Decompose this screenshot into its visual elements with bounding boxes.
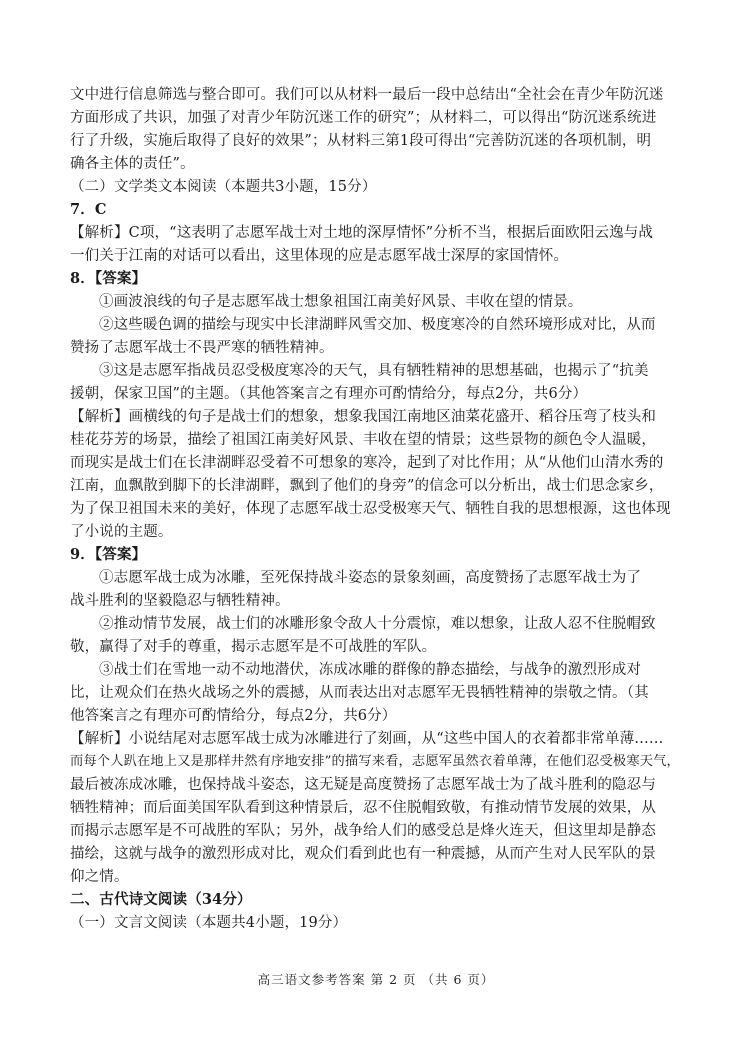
- answer-point: ①画波浪线的句子是志愿军战士想象祖国江南美好风景、丰收在望的情景。: [99, 294, 583, 310]
- analysis-line: 桂花芬芳的场景，描绘了祖国江南美好风景、丰收在望的情景；这些景物的颜色令人温暖，: [70, 432, 656, 448]
- text-line: 战斗胜利的坚毅隐忍与牺牲精神。: [70, 593, 290, 609]
- text-line: 比，让观众们在热火战场之外的震撼，从而表达出对志愿军无畏牺牲精神的崇敬之情。（其: [70, 685, 649, 701]
- analysis-line: 为了保卫祖国未来的美好，体现了志愿军战士忍受极寒天气、牺牲自我的思想根源，这也体现: [70, 501, 671, 517]
- section-heading: （一）文言文阅读（本题共4小题，19分）: [70, 915, 348, 931]
- text-line: 方面形成了共识，加强了对青少年防沉迷工作的研究”；从材料二，可以得出“防沉迷系统进: [70, 110, 657, 126]
- analysis-line: 仰之情。: [70, 869, 129, 885]
- analysis-line: 了小说的主题。: [70, 524, 173, 540]
- answer-point: ②推动情节发展，战士们的冰雕形象令敌人十分震惊，难以想象，让敌人忍不住脱帽致: [99, 616, 656, 632]
- analysis-line: 【解析】小说结尾对志愿军战士成为冰雕进行了刻画，从“这些中国人的衣着都非常单薄……: [70, 731, 664, 747]
- answer-point: ③战士们在雪地一动不动地潜伏，冻成冰雕的群像的静态描绘，与战争的激烈形成对: [99, 662, 642, 678]
- question-answer: 7．C: [70, 201, 107, 218]
- answer-point: ①志愿军战士成为冰雕，至死保持战斗姿态的景象刻画，高度赞扬了志愿军战士为了: [99, 570, 642, 586]
- text-line: 行了升级，实施后取得了良好的效果”；从材料三第1段可得出“完善防沉迷的各项机制，明: [70, 133, 652, 149]
- text-line: 他答案言之有理亦可酌情给分，每点2分，共6分）: [70, 708, 397, 724]
- answer-point: ③这是志愿军指战员忍受极度寒冷的天气，具有牺牲精神的思想基础，也揭示了“抗美: [99, 363, 649, 379]
- text-line: 文中进行信息筛选与整合即可。我们可以从材料一最后一段中总结出“全社会在青少年防沉迷: [70, 87, 664, 103]
- analysis-line: 【解析】画横线的句子是战士们的想象，想象我国江南地区油菜花盛开、稻谷压弯了枝头和: [70, 409, 656, 425]
- analysis-line: 而揭示志愿军是不可战胜的军队；另外，战争给人们的感受总是烽火连天，但这里却是静态: [70, 823, 656, 839]
- analysis-line: 【解析】C项，“这表明了志愿军战士对土地的深厚情怀”分析不当，根据后面欧阳云逸与战: [70, 225, 654, 241]
- text-line: 赞扬了志愿军战士不畏严寒的牺牲精神。: [70, 340, 334, 356]
- page-footer: 高三语文参考答案 第 2 页 （共 6 页）: [257, 972, 495, 987]
- analysis-line: 描绘，这就与战争的激烈形成对比，观众们看到此也有一种震撼，从而产生对人民军队的景: [70, 846, 656, 862]
- text-line: 敬，赢得了对手的尊重，揭示志愿军是不可战胜的军队。: [70, 639, 437, 655]
- analysis-line: 江南，血飘散到脚下的长津湖畔，飘到了他们的身旁”的信念可以分析出，战士们思念家乡，: [70, 478, 664, 494]
- analysis-line: 牺牲精神；而后面美国军队看到这种情景后，忍不住脱帽致敬，有推动情节发展的效果，从: [70, 800, 656, 816]
- text-line: 确各主体的责任”。: [70, 156, 195, 172]
- analysis-line: 最后被冻成冰雕，也保持战斗姿态，这无疑是高度赞扬了志愿军战士为了战斗胜利的隐忍与: [70, 777, 656, 793]
- answer-point: ②这些暖色调的描绘与现实中长津湖畔风雪交加、极度寒冷的自然环境形成对比，从而: [99, 317, 656, 333]
- analysis-line: 一们关于江南的对话可以看出，这里体现的应是志愿军战士深厚的家国情怀。: [70, 248, 569, 264]
- analysis-line: 而每个人趴在地上又是那样井然有序地安排”的描写来看，志愿军虽然衣着单薄，在他们忍受极寒天气，: [70, 754, 680, 769]
- question-heading: 8．【答案】: [70, 270, 147, 287]
- question-heading: 9．【答案】: [70, 546, 147, 563]
- section-heading: 二、古代诗文阅读（34分）: [70, 891, 252, 908]
- analysis-line: 而现实是战士们在长津湖畔忍受着不可想象的寒冷，起到了对比作用；从“从他们山清水秀的: [70, 455, 664, 471]
- text-line: 援朝，保家卫国”的主题。（其他答案言之有理亦可酌情给分，每点2分，共6分）: [70, 386, 588, 402]
- section-heading: （二）文学类文本阅读（本题共3小题，15分）: [70, 179, 377, 195]
